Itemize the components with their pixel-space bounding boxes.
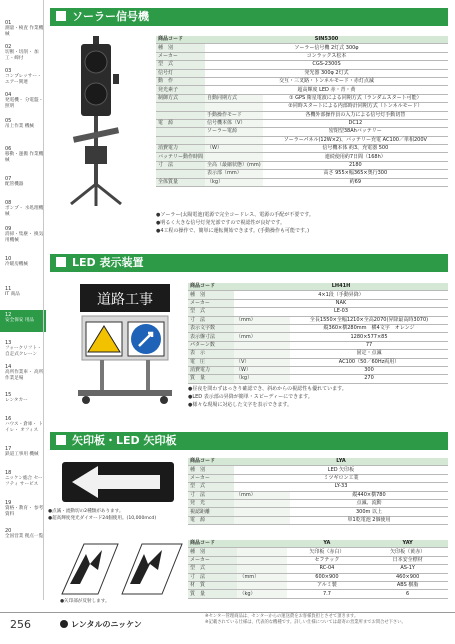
sidebar-item[interactable] [0,286,46,298]
spec-value: LE-03 [234,308,448,316]
sidebar-item-label: IT 商品 [5,292,20,297]
sidebar-item-number: 05 [5,118,12,124]
spec-subkey [205,103,263,111]
sidebar-item-label: 冷暖房機械 [5,262,28,267]
led-arrow-board-image [60,458,180,508]
sidebar-item-label: レンタカー [5,398,28,403]
spec-key: メーカー [188,299,234,307]
spec-row [188,366,448,374]
note-line: ●超高輝度発光ダイオード24個使用。(10,000mcd) [48,516,157,521]
sidebar-item-number: 18 [5,470,12,476]
spec-subkey: ソーラー電源 [205,128,263,136]
spec-row [188,299,448,307]
spec-subkey [234,324,290,332]
spec-value: 7.7 [287,590,368,598]
spec-key: 寸 法 [156,161,205,169]
spec-key: メーカー [156,52,205,60]
spec-header-cell: YA [287,540,368,548]
spec-row [156,36,448,44]
spec-key: 全体質量 [156,178,205,186]
solar-spec-table [156,36,448,187]
sidebar-item-label: 吊上作業 機械 [5,124,35,129]
spec-row [188,324,448,332]
spec-value: 信号機本体 約3、充電器 500 [263,145,448,153]
sidebar-item-label: 発電機・ 分電盤・照明 [5,98,44,109]
spec-key: 視認距離 [188,508,234,516]
spec-row [156,170,448,178]
spec-key: 質 量 [188,590,237,598]
spec-key [156,170,205,178]
spec-row [188,548,448,556]
spec-row [188,556,448,564]
spec-subkey [205,136,263,144]
spec-row [156,44,448,52]
spec-row [156,103,448,111]
sidebar-item-number: 11 [5,286,12,292]
lya-notes [48,508,156,522]
spec-value: LYA [234,458,448,466]
spec-subkey [237,548,286,556]
spec-key: 電 源 [156,119,205,127]
spec-row [156,111,448,119]
led-notes [188,385,347,409]
sidebar-item-label: ハウス・倉庫・ トイレ・ オフィス [5,422,44,433]
spec-value: アルミ製 [287,581,368,589]
spec-row [188,458,448,466]
spec-value: DC12 [263,119,448,127]
sidebar-item-number: 12 [5,312,12,318]
spec-value: AC100（50／60Hz両用） [290,358,448,366]
section-header-solar: ソーラー信号機 [50,8,448,26]
spec-subkey [234,499,290,507]
note-line: ●矢印部が反射します。 [60,599,110,604]
sidebar-item[interactable] [0,146,46,164]
sidebar-item-number: 14 [5,364,12,370]
spec-value: 縦360×横280mm 横4文字 オレンジ [290,324,448,332]
brand-mark-icon [60,620,68,628]
spec-key: 寸 法 [188,573,237,581]
spec-row [188,565,448,573]
spec-value: SIN5300 [205,36,448,44]
note-line: ●ソーラー(太陽電池)電源で完全コードレス、電源の手配が不要です。 [156,212,314,218]
spec-subkey [234,350,290,358]
spec-value: 4×1段（手動昇降） [234,291,448,299]
spec-subkey: 表示部（mm） [205,170,263,178]
spec-subkey: （kg） [234,375,290,383]
sidebar-item[interactable] [0,392,46,404]
sidebar-item-number: 20 [5,528,12,534]
spec-subkey: （kg） [237,590,286,598]
spec-value: 600×900 [287,573,368,581]
sidebar-divider [43,0,44,600]
sidebar-item[interactable] [0,92,46,110]
sidebar-item[interactable] [0,470,46,488]
sidebar-item-label: ポンプ・ 水処理機械 [5,206,44,217]
spec-key: 寸 法 [188,491,234,499]
page-number: 256 [10,618,31,631]
sidebar-item-number: 04 [5,92,12,98]
sidebar-item-label: 全国営業 拠点一覧 [5,534,44,539]
spec-subkey [237,556,286,564]
spec-row [156,52,448,60]
footer-note: ※記載されている仕様は、代表的な機種です。詳しい仕様については最寄の営業所までお問合せ下さい。 [205,620,406,625]
spec-subkey: （W） [234,366,290,374]
spec-row [188,350,448,358]
footer-divider [0,612,455,613]
spec-value: LED 矢印板 [234,466,448,474]
sidebar-item[interactable] [0,200,46,218]
spec-value: 矢印板（黄赤） [367,548,448,556]
spec-value: 点滅、流動 [290,499,448,507]
spec-key: 商品コード [188,283,234,291]
spec-value: 270 [290,375,448,383]
spec-key: 消費電力 [188,366,234,374]
category-sidebar [0,0,46,644]
spec-row [188,483,448,491]
section-marker-icon [56,11,66,21]
spec-value: 300m 以上 [290,508,448,516]
spec-key: 型 式 [188,483,234,491]
spec-key: 寸 法 [188,316,234,324]
spec-row [156,94,448,102]
sidebar-item-number: 19 [5,500,12,506]
lya-spec-table [188,458,448,525]
sidebar-item[interactable] [0,364,46,382]
spec-key: 表示盤寸法 [188,333,234,341]
spec-value: LH41H [234,283,448,291]
spec-subkey: （mm） [234,491,290,499]
spec-value: 高さ 955×幅365×奥行300 [263,170,448,178]
spec-header-row [188,540,448,548]
sidebar-item[interactable] [0,256,46,268]
spec-row [156,69,448,77]
spec-key: パターン数 [188,341,234,349]
spec-value: ソーラーパネル(12W×2)、バッテリー充電 AC100／単相200V [263,136,448,144]
spec-key: 種 別 [188,291,234,299]
spec-subkey [234,516,290,524]
spec-value: 1280×577×85 [290,333,448,341]
spec-key: バッテリー動作時間 [158,153,204,160]
sidebar-item-number: 15 [5,392,12,398]
spec-row [156,161,448,169]
spec-value: ②同時スタートによる内部時計同期方式（トンネルモード） [263,103,448,111]
spec-subkey [205,153,263,161]
spec-key: 制御方式 [156,94,205,102]
spec-key: 商品コード [156,36,205,44]
spec-key [156,128,205,136]
spec-subkey: （mm） [234,316,290,324]
spec-key: 消費電力 [156,145,205,153]
note-line: ●LED 表示部の昇降が簡単・スピーディーにできます。 [188,394,313,400]
spec-subkey: （W） [205,145,263,153]
sidebar-item[interactable] [0,340,46,358]
sidebar-item-number: 08 [5,200,12,206]
spec-value: NAK [234,299,448,307]
sidebar-item[interactable] [0,68,46,86]
spec-key: 型 式 [188,308,234,316]
sidebar-item-number: 06 [5,146,12,152]
spec-value: コンラックス松本 [205,52,448,60]
spec-row [188,375,448,383]
sidebar-item[interactable] [0,20,46,38]
spec-subkey: （mm） [237,573,286,581]
note-line: ●明るく大きな信号灯発光部ですので視認性が良好です。 [156,220,285,226]
sidebar-item[interactable] [0,226,46,244]
sidebar-item-label: 安全保安 用品 [5,318,35,323]
spec-subkey: 全高（最縮状態）(mm) [207,162,261,169]
sidebar-item[interactable] [0,446,46,458]
led-spec-table [188,283,448,384]
spec-key: 信号灯 [156,69,205,77]
spec-key: 電 圧 [188,358,234,366]
spec-value: 連続使用約7日間（168h） [263,153,448,161]
spec-row [156,178,448,186]
spec-key: 発 光 [188,499,234,507]
spec-value: 460×900 [367,573,448,581]
spec-key: メーカー [188,474,234,482]
sidebar-item-number: 16 [5,416,12,422]
sidebar-item-number: 17 [5,446,12,452]
footer-notes [205,614,450,626]
section-header-arrow: 矢印板・LED 矢印板 [50,432,448,450]
spec-key: 種 別 [156,44,205,52]
spec-row [156,153,448,161]
spec-value: 交互・三叉路・トンネルモード・赤灯点滅 [205,77,448,85]
spec-key [156,103,205,111]
sidebar-item[interactable] [0,118,46,130]
spec-row [188,590,448,598]
spec-row [188,491,448,499]
note-line: ●点滅・流動切の2種類があります。 [48,509,124,514]
spec-row [156,61,448,69]
spec-key [156,111,205,119]
footer-note: ※センター管理商品は、センターからの運送費をお客様負担とさせて頂きます。 [205,614,359,619]
sidebar-item[interactable] [0,528,46,540]
note-line: ●4工程の操作で、簡単に運転開始できます。(手動操作も可能です。) [156,228,310,234]
spec-value: ソーラー信号機 2灯式 300φ [205,44,448,52]
sidebar-item-number: 02 [5,44,12,50]
spec-row [188,291,448,299]
spec-value: 縦440×横780 [290,491,448,499]
sidebar-item[interactable] [0,416,46,434]
section-marker-icon [56,257,66,267]
arrow-board-image [58,540,186,598]
spec-row [156,86,448,94]
sidebar-item-label: ニッケン総合 セーフティ サービス [5,476,43,487]
sidebar-item-label: 配管機器 [5,182,24,187]
spec-value: 各機外部操作員の入力による信号灯手動切替 [263,111,448,119]
spec-value: CGS-2300S [205,61,448,69]
sidebar-item-number: 13 [5,340,12,346]
sidebar-item-label: 切断・切削・ 加工・締付 [5,50,39,61]
spec-value: 発光器 300φ 2灯式 [205,69,448,77]
spec-row [188,573,448,581]
spec-subkey [237,581,286,589]
spec-subkey: 自動同期方式 [205,94,263,102]
ya-notes [60,598,110,605]
spec-value: 密閉型38Ahバッテリー [263,128,448,136]
spec-value: 300 [290,366,448,374]
spec-key: 発光素子 [156,86,205,94]
spec-value: 全長1550×全幅1210×全高2070(昇降最高時3070) [290,316,448,324]
spec-value: AS-1Y [367,565,448,573]
sidebar-item-label: 測量・検査 作業機械 [5,26,44,37]
spec-row [188,341,448,349]
spec-row [156,145,448,153]
spec-subkey [237,565,286,573]
led-display-text: 道路工事 [97,292,153,308]
spec-value: 6 [367,590,448,598]
spec-value: 単1乾電池 2個使用 [290,516,448,524]
spec-key: 質 量 [188,375,234,383]
sidebar-item-label: フォークリフト・ 自走式クレーン [5,346,42,357]
spec-header-cell: 商品コード [188,540,287,548]
spec-row [188,316,448,324]
section-marker-icon [56,435,66,445]
spec-row [188,283,448,291]
spec-key [156,136,205,144]
spec-row [188,581,448,589]
sidebar-item-label: 移動・運搬 作業機械 [5,152,44,163]
spec-subkey: 信号機本体（V） [205,119,263,127]
spec-value: ミツギロン工業 [234,474,448,482]
spec-header-cell: YAY [367,540,448,548]
spec-key: 電 源 [188,516,234,524]
sidebar-item-label: 高所作業車・ 高所作業足場 [5,370,44,381]
sidebar-item-number: 01 [5,20,12,26]
sidebar-item-label: コンプレッサー・ エアー関連 [5,74,42,85]
sidebar-item-label: 消掃・集塵・ 換気用機械 [5,232,44,243]
spec-value: ABS 樹脂 [367,581,448,589]
spec-key: 型 式 [188,565,237,573]
spec-subkey: （kg） [205,178,263,186]
sidebar-item-number: 03 [5,68,12,74]
spec-key: 商品コード [188,458,234,466]
spec-row [156,128,448,136]
solar-notes [156,211,314,235]
spec-subkey: （V） [234,358,290,366]
note-line: ●様々な現場に対応した文字を表示できます。 [188,402,292,408]
spec-subkey: （mm） [234,333,290,341]
spec-key: 種 別 [188,548,237,556]
sidebar-item-number: 10 [5,256,12,262]
spec-value: RC-04 [287,565,368,573]
section-header-led: LED 表示装置 [50,254,448,272]
spec-row [188,466,448,474]
sidebar-item-number: 09 [5,226,12,232]
spec-value: セフテック [287,556,368,564]
spec-row [188,308,448,316]
sidebar-item[interactable] [0,44,46,62]
spec-key: 動 作 [156,77,205,85]
spec-row [156,119,448,127]
spec-key: 型 式 [156,61,205,69]
sidebar-item-label: 資格・教育・ 参考資料 [5,506,44,517]
spec-value: 矢印板（赤白） [287,548,368,556]
note-line: ●昼夜を問わずはっきり確認でき、斜めからの視認性も優れています。 [188,386,347,392]
spec-subkey: 手動操作モード [205,111,263,119]
spec-value: 約69 [263,178,448,186]
spec-row [188,358,448,366]
led-display-image [70,280,180,408]
spec-subkey [234,341,290,349]
spec-row [188,508,448,516]
spec-row [156,136,448,144]
sidebar-item[interactable] [0,176,46,188]
sidebar-item[interactable] [0,310,46,332]
spec-value: 超高輝度 LED 赤・青・黄 [205,86,448,94]
spec-value: LY-33 [234,483,448,491]
spec-subkey [234,508,290,516]
sidebar-item[interactable] [0,500,46,518]
spec-key: 表 示 [188,350,234,358]
sidebar-item-label: 鉄道工事用 機械 [5,452,39,457]
spec-key: 表示文字数 [188,324,234,332]
spec-row [188,474,448,482]
spec-key: 種 別 [188,466,234,474]
spec-value: ① GPS 衛星電波による同期方式（ランダムスタート可能） [263,94,448,102]
spec-value: 固定・点滅 [290,350,448,358]
ya-spec-table [188,540,448,599]
spec-key: 材 質 [188,581,237,589]
spec-value: 2180 [263,161,448,169]
spec-value: 日本安全標材 [367,556,448,564]
spec-row [188,516,448,524]
spec-row [188,499,448,507]
spec-key: メーカー [188,556,237,564]
solar-signal-image [65,34,150,209]
spec-row [156,77,448,85]
brand-logo: レンタルのニッケン [60,619,142,630]
sidebar-item-number: 07 [5,176,12,182]
spec-value: 77 [290,341,448,349]
spec-row [188,333,448,341]
